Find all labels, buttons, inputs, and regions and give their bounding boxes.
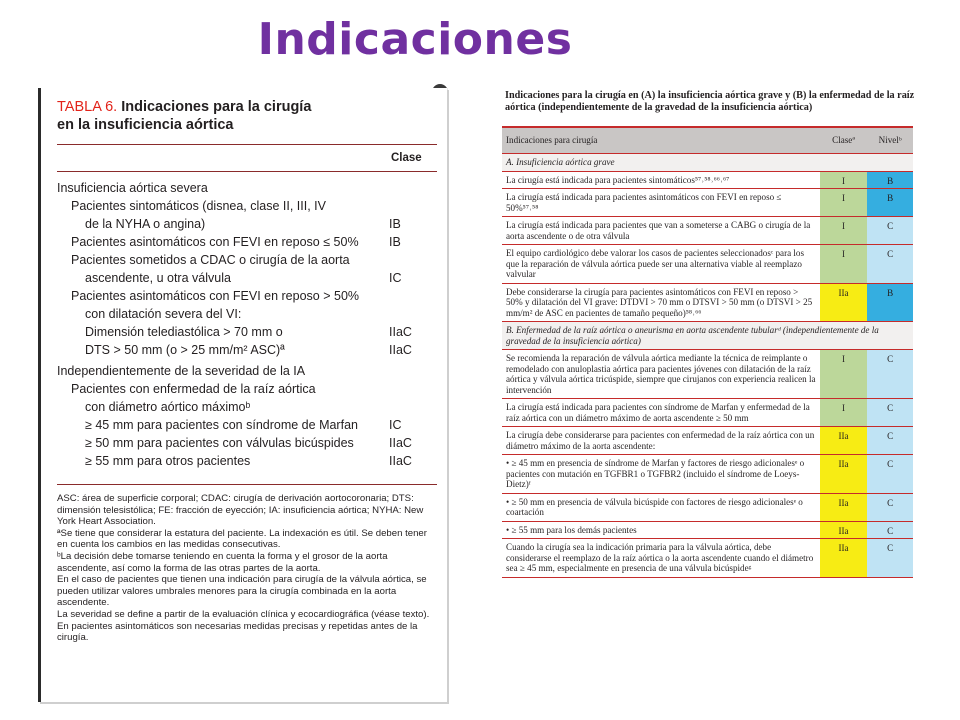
row-text: • ≥ 50 mm en presencia de válvula bicúspide con factores de riesgo adicionalesᵉ o coartación xyxy=(502,493,820,521)
row-text: La cirugía está indicada para pacientes que van a someterse a CABG o cirugía de la aorta ascendente o de otra válvula xyxy=(502,217,820,245)
row-clase: I xyxy=(820,399,868,427)
footnote: La severidad se define a partir de la evaluación clínica y ecocardiográfica (véase texto). xyxy=(57,608,430,620)
table-row xyxy=(502,539,913,578)
table-row xyxy=(502,189,913,217)
table-row xyxy=(502,455,913,494)
row-clase: IIa xyxy=(820,539,868,578)
row-nivel: C xyxy=(867,521,913,539)
right-table-panel xyxy=(497,90,921,702)
table-row xyxy=(502,350,913,399)
row-text: La cirugía está indicada para pacientes con síndrome de Marfan y enfermedad de la raíz aórtica con un diámetro máximo de aorta ascendente ≥ 50 mm xyxy=(502,399,820,427)
line-class: IC xyxy=(389,418,402,432)
line-text: Pacientes con enfermedad de la raíz aórtica xyxy=(71,382,316,396)
left-table-line xyxy=(57,399,437,415)
row-clase: I xyxy=(820,171,868,189)
left-table-line xyxy=(57,306,437,322)
row-clase: I xyxy=(820,245,868,284)
line-text: de la NYHA o angina) xyxy=(85,217,206,231)
left-table-panel xyxy=(38,88,447,702)
line-class: IIaC xyxy=(389,343,412,357)
line-class: IIaC xyxy=(389,454,412,468)
row-nivel: B xyxy=(867,189,913,217)
line-text: DTS > 50 mm (o > 25 mm/m² ASC)ª xyxy=(85,343,285,357)
row-clase: I xyxy=(820,217,868,245)
left-table-line xyxy=(57,342,437,358)
row-nivel: C xyxy=(867,245,913,284)
header-nivel: Nivelᵇ xyxy=(867,127,913,154)
left-table-line xyxy=(57,180,437,196)
left-table-line xyxy=(57,288,437,304)
footnote: ASC: área de superficie corporal; CDAC: cirugía de derivación aortocoronaria; DTS: dimensión telesistólica; FE: fracción de eyección; IA: insuficiencia aórtica; NYHA: New York Heart Association. xyxy=(57,493,424,528)
left-table-heading xyxy=(57,98,437,134)
footnote: En el caso de pacientes que tienen una indicación para cirugía de la válvula aórtica, se pueden utilizar valores umbrales menores para la cirugía combinada en la aorta ascendente. xyxy=(57,574,427,609)
row-clase: IIa xyxy=(820,283,868,322)
left-table-line xyxy=(57,234,437,250)
section-row xyxy=(502,322,913,350)
line-text: Insuficiencia aórtica severa xyxy=(57,181,208,195)
table-row xyxy=(502,171,913,189)
slide-title: Indicaciones xyxy=(257,14,573,65)
table-row xyxy=(502,427,913,455)
row-clase: IIa xyxy=(820,521,868,539)
row-text: La cirugía debe considerarse para pacientes con enfermedad de la raíz aórtica con un diámetro máximo de la aorta ascendente: xyxy=(502,427,820,455)
table-title-1: Indicaciones para la cirugía xyxy=(121,99,312,115)
row-clase: I xyxy=(820,189,868,217)
header-clase: Claseª xyxy=(820,127,868,154)
left-table-line xyxy=(57,216,437,232)
row-clase: IIa xyxy=(820,427,868,455)
line-class: IIaC xyxy=(389,325,412,339)
line-class: IIaC xyxy=(389,436,412,450)
row-nivel: C xyxy=(867,427,913,455)
right-table-title: Indicaciones para la cirugía en (A) la insuficiencia aórtica grave y (B) la enfermedad de la raíz aórtica (independientemente de la gravedad de la insuficiencia aórtica) xyxy=(505,90,915,113)
row-text: La cirugía está indicada para pacientes asintomáticos con FEVI en reposo ≤ 50%⁵⁷˒⁵⁸ xyxy=(502,189,820,217)
row-nivel: C xyxy=(867,539,913,578)
row-nivel: B xyxy=(867,171,913,189)
row-text: El equipo cardiológico debe valorar los casos de pacientes seleccionadosᶜ para los que la reparación de válvula aórtica puede ser una alternativa viable al reemplazo valvular xyxy=(502,245,820,284)
table-row xyxy=(502,521,913,539)
table-title-2: en la insuficiencia aórtica xyxy=(57,117,234,133)
rule-top xyxy=(57,144,437,145)
row-nivel: B xyxy=(867,283,913,322)
row-nivel: C xyxy=(867,217,913,245)
row-clase: I xyxy=(820,350,868,399)
left-table-line xyxy=(57,381,437,397)
row-nivel: C xyxy=(867,455,913,494)
left-table-line xyxy=(57,324,437,340)
table-row xyxy=(502,493,913,521)
section-label: B. Enfermedad de la raíz aórtica o aneurisma en aorta ascendente tubularᵈ (independientemente de la gravedad de la insuficiencia aórtica) xyxy=(502,322,913,350)
left-table-line xyxy=(57,417,437,433)
section-row xyxy=(502,154,913,172)
row-clase: IIa xyxy=(820,455,868,494)
row-nivel: C xyxy=(867,350,913,399)
left-table-line xyxy=(57,270,437,286)
rule-header xyxy=(57,171,437,172)
table-row xyxy=(502,245,913,284)
left-table-line xyxy=(57,435,437,451)
row-text: Se recomienda la reparación de válvula aórtica mediante la técnica de reimplante o remodelado con anuloplastia aórtica para pacientes jóvenes con dilatación de la raíz aórtica y válvula aórtica tricúspide, siempre que cirujanos con experiencia realicen la intervención xyxy=(502,350,820,399)
table-row xyxy=(502,399,913,427)
left-table-line xyxy=(57,453,437,469)
line-text: con dilatación severa del VI: xyxy=(85,307,242,321)
left-table-line xyxy=(57,198,437,214)
line-text: Independientemente de la severidad de la IA xyxy=(57,364,306,378)
header-indicaciones: Indicaciones para cirugía xyxy=(502,127,820,154)
line-text: ≥ 50 mm para pacientes con válvulas bicúspides xyxy=(85,436,354,450)
row-nivel: C xyxy=(867,493,913,521)
left-table-line xyxy=(57,363,437,379)
line-text: con diámetro aórtico máximoᵇ xyxy=(85,400,251,414)
footnote: ᵇLa decisión debe tomarse teniendo en cuenta la forma y el grosor de la aorta ascendente, así como la forma de las otras partes de la aorta. xyxy=(57,550,388,574)
row-text: • ≥ 55 mm para los demás pacientes xyxy=(502,521,820,539)
line-class: IB xyxy=(389,235,401,249)
line-text: Pacientes asintomáticos con FEVI en reposo ≤ 50% xyxy=(71,235,359,249)
recommendations-table xyxy=(502,126,913,578)
left-table-line xyxy=(57,252,437,268)
row-text: La cirugía está indicada para pacientes sintomáticos⁵⁷˒⁵⁸˒⁶⁶˒⁶⁷ xyxy=(502,171,820,189)
table-label: TABLA 6. xyxy=(57,99,118,115)
line-text: ≥ 45 mm para pacientes con síndrome de Marfan xyxy=(85,418,358,432)
line-class: IC xyxy=(389,271,402,285)
row-clase: IIa xyxy=(820,493,868,521)
line-text: ascendente, u otra válvula xyxy=(85,271,231,285)
table-row xyxy=(502,283,913,322)
line-text: ≥ 55 mm para otros pacientes xyxy=(85,454,251,468)
rule-bottom xyxy=(57,484,437,485)
table-row xyxy=(502,217,913,245)
line-text: Pacientes asintomáticos con FEVI en reposo > 50% xyxy=(71,289,360,303)
row-text: Debe considerarse la cirugía para pacientes asintomáticos con FEVI en reposo > 50% y dilatación del VI grave: DTDVI > 70 mm o DTSVI > 50 mm (o DTSVI > 25 mm/m² de ASC en pacientes de tamaño pequeño)⁵⁸˒⁶⁶ xyxy=(502,283,820,322)
line-text: Pacientes sometidos a CDAC o cirugía de la aorta xyxy=(71,253,350,267)
section-label: A. Insuficiencia aórtica grave xyxy=(502,154,913,172)
line-class: IB xyxy=(389,217,401,231)
line-text: Dimensión telediastólica > 70 mm o xyxy=(85,325,283,339)
footnote: ªSe tiene que considerar la estatura del paciente. La indexación es útil. Se deben tener en cuenta los cambios en las medidas consecutivas. xyxy=(57,527,427,551)
table-footnotes xyxy=(57,493,435,644)
col-header-clase: Clase xyxy=(391,152,422,164)
row-nivel: C xyxy=(867,399,913,427)
row-text: • ≥ 45 mm en presencia de síndrome de Marfan y factores de riesgo adicionalesᵉ o pacientes con mutación en TGFBR1 o TGFBR2 (incluido el síndrome de Loeys-Dietz)ᶠ xyxy=(502,455,820,494)
row-text: Cuando la cirugía sea la indicación primaria para la válvula aórtica, debe considerarse el reemplazo de la raíz aórtica o la aorta ascendente cuando el diámetro sea ≥ 45 mm, especialmente en presencia de una válvula bicúspideᵍ xyxy=(502,539,820,578)
line-text: Pacientes sintomáticos (disnea, clase II, III, IV xyxy=(71,199,326,213)
footnote: En pacientes asintomáticos son necesarias medidas precisas y repetidas antes de la cirugía. xyxy=(57,620,418,644)
